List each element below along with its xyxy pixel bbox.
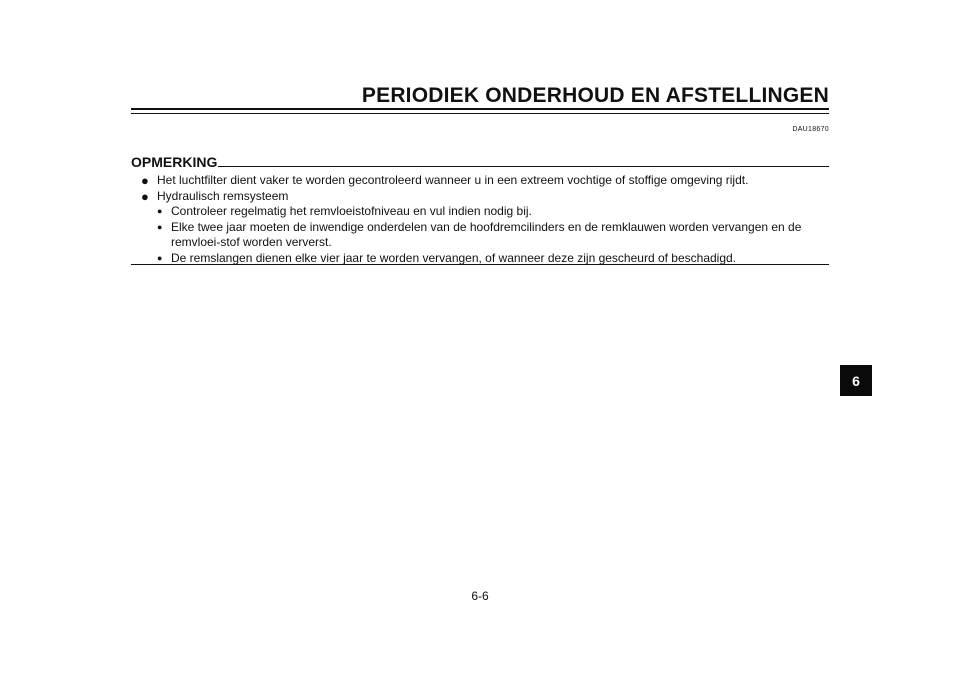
sub-list-item-text: De remslangen dienen elke vier jaar te worden vervangen, of wanneer deze zijn gescheurd of beschadigd. xyxy=(171,250,737,265)
chapter-tab xyxy=(840,365,872,396)
document-code: DAU18670 xyxy=(792,126,829,133)
list-item xyxy=(141,189,829,205)
page-number: 6-6 xyxy=(471,589,489,603)
bullet-icon: ● xyxy=(141,188,149,204)
list-item-text: Het luchtfilter dient vaker te worden gecontroleerd wanneer u in een extreem vochtige of stoffige omgeving rijdt. xyxy=(157,173,749,187)
header-rule-thin xyxy=(131,113,829,114)
page-title: PERIODIEK ONDERHOUD EN AFSTELLINGEN xyxy=(361,84,829,107)
note-heading: OPMERKING xyxy=(131,154,218,170)
note-bottom-rule xyxy=(131,264,829,265)
chapter-tab-label: 6 xyxy=(852,372,860,389)
small-bullet-icon: ● xyxy=(157,206,163,216)
small-bullet-icon: ● xyxy=(157,252,163,263)
sub-list-item xyxy=(157,220,829,251)
list-item-text: Hydraulisch remsysteem xyxy=(157,188,289,203)
small-bullet-icon: ● xyxy=(157,221,163,232)
header-rule-thick xyxy=(131,108,829,110)
list-item xyxy=(141,173,829,189)
note-heading-rule xyxy=(218,166,829,167)
sub-list-item-text: Elke twee jaar moeten de inwendige onderdelen van de hoofdremcilinders en de remklauwen worden vervangen en de remvloei-stof worden ververst. xyxy=(171,219,802,249)
note-list xyxy=(141,173,829,266)
sub-list-item-text: Controleer regelmatig het remvloeistofniveau en vul indien nodig bij. xyxy=(171,204,532,218)
bullet-icon: ● xyxy=(141,173,149,188)
sub-list-item xyxy=(157,204,829,220)
